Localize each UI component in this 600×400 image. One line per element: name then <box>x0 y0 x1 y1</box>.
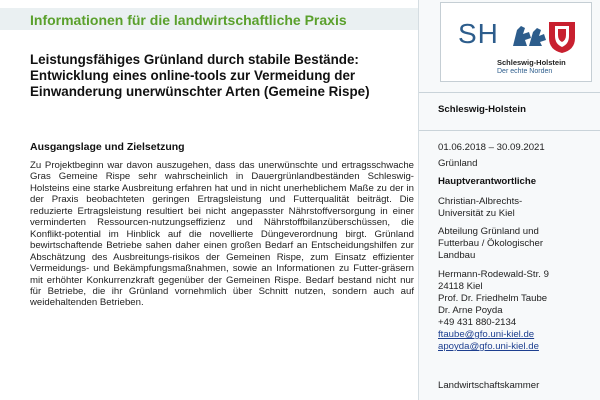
section-heading: Ausgangslage und Zielsetzung <box>30 141 185 153</box>
logo-slogan: Der echte Norden <box>497 68 553 75</box>
sidebar-person-2: Dr. Arne Poyda <box>438 305 503 316</box>
project-title: Leistungsfähiges Grünland durch stabile Bestände: Entwicklung eines online-tools zur Vermeidung der Einwanderung unerwünschter Arten (Gemeine Rispe) <box>30 52 370 100</box>
sidebar-department-line-3: Landbau <box>438 250 476 261</box>
sidebar-institution-line-1: Christian-Albrechts- <box>438 196 523 207</box>
sidebar-partner: Landwirtschaftskammer <box>438 380 540 391</box>
email-link-poyda[interactable]: apoyda@gfo.uni-kiel.de <box>438 341 539 352</box>
sidebar-region: Schleswig-Holstein <box>438 104 526 115</box>
logo-name: Schleswig-Holstein <box>497 58 566 67</box>
logo-abbreviation: SH <box>458 18 499 49</box>
sidebar-lead-heading: Hauptverantwortliche <box>438 176 537 187</box>
page-header-title: Informationen für die landwirtschaftliche Praxis <box>30 12 347 28</box>
sidebar-divider <box>419 130 600 131</box>
coat-of-arms-icon <box>511 16 577 54</box>
sidebar-department-line-2: Futterbau / Ökologischer <box>438 238 544 249</box>
sidebar-period: 01.06.2018 – 30.09.2021 <box>438 142 545 153</box>
sidebar-phone: +49 431 880-2134 <box>438 317 517 328</box>
sidebar-city: 24118 Kiel <box>438 281 483 292</box>
state-logo <box>440 2 592 82</box>
sidebar-topic: Grünland <box>438 158 478 169</box>
sidebar-email-wrapper <box>438 329 534 341</box>
email-link-taube[interactable]: ftaube@gfo.uni-kiel.de <box>438 329 535 340</box>
sidebar-street: Hermann-Rodewald-Str. 9 <box>438 269 549 280</box>
sidebar-divider <box>419 92 600 93</box>
section-body: Zu Projektbeginn war davon auszugehen, dass das unerwünschte und ertragsschwache Gras Gemeine Rispe sehr wahrscheinlich in Dauergrünlandbeständen Schleswig-Holsteins eine starke Ausbreitung erfahren hat und in nicht unerheblichem Maße zu der in der Praxis beobachteten geringen Ertragsleistung und Futterqualität beiträgt. Die reduzierte Ertragsleistung resultiert bei nicht angepasster Nährstoffversorgung in einer verminderten Ressourcen-nutzungseffizienz und Nährstoffbilanzüberschüssen, die Konflikt-potential im Hinblick auf die novellierte Düngeverordnung birgt. Grünland bewirtschaftende Betriebe sahen daher einen großen Bedarf an Entscheidungshilfen zur Abschätzung des Ausbreitungs-risikos der Gemeinen Rispe, zum Einsatz effizienter Vermeidungs- und Bekämpfungsmaßnahmen, sowie an Informationen zu Futter-gräsern mit erhöhter Konkurrenzkraft gegenüber der Gemeinen Rispe. Bedarf bestand nicht nur für Betriebe, die ihr Grünland vornehmlich über Schnitt nutzen, sondern auch auf weidehaltenden Betrieben. <box>30 160 414 309</box>
sidebar-person-1: Prof. Dr. Friedhelm Taube <box>438 293 548 304</box>
sidebar-department-line-1: Abteilung Grünland und <box>438 226 539 237</box>
sidebar-institution-line-2: Universität zu Kiel <box>438 208 515 219</box>
sidebar-email-wrapper <box>438 341 539 353</box>
